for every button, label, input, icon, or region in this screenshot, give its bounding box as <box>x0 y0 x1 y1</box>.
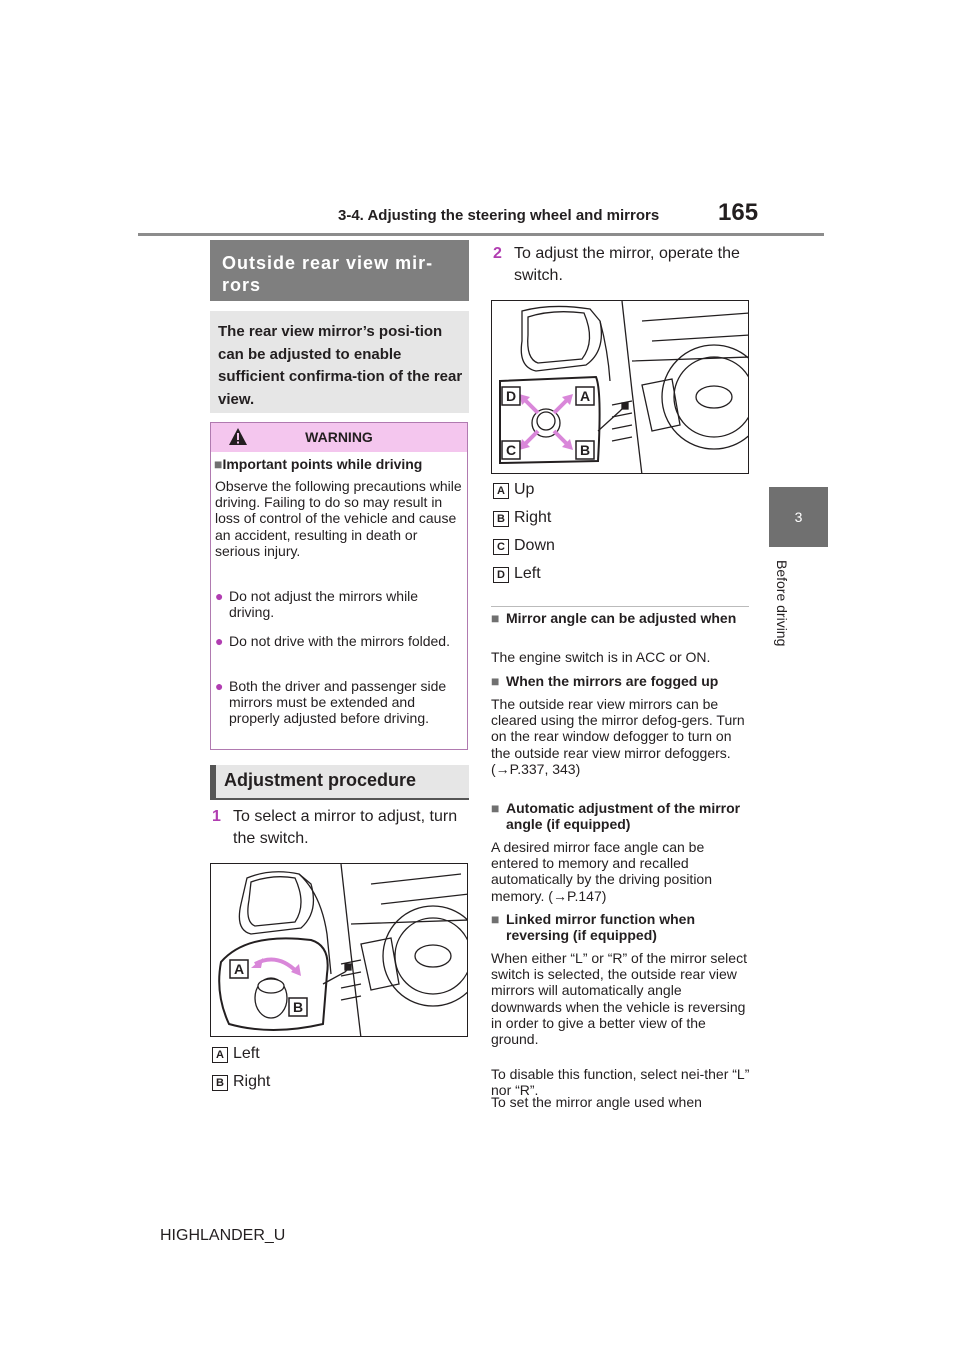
notes-divider <box>491 606 749 607</box>
key-b: B <box>493 511 509 527</box>
section-heading <box>210 240 469 301</box>
figure-label-c: C <box>505 442 517 458</box>
key-text: Left <box>233 1045 260 1062</box>
warning-bullet-text: Do not drive with the mirrors folded. <box>229 633 450 649</box>
procedure-rule <box>210 798 469 800</box>
key-b: B <box>212 1075 228 1091</box>
key-text: Right <box>233 1073 271 1090</box>
figure-label-a: A <box>233 961 245 977</box>
step-text: To select a mirror to adjust, turn the switch. <box>233 808 458 847</box>
key-text: Down <box>514 537 555 554</box>
model-footer: HIGHLANDER_U <box>160 1227 286 1244</box>
warning-bullet <box>215 678 463 744</box>
square-bullet-icon: ■ <box>491 673 500 689</box>
figure-label-b: B <box>579 442 591 458</box>
step-2 <box>493 243 753 289</box>
procedure-heading-text: Adjustment procedure <box>224 770 417 790</box>
step-text: To adjust the mirror, operate the switch. <box>514 245 740 284</box>
chapter-label <box>758 560 798 680</box>
key-text: Up <box>514 481 535 498</box>
mirror-select-illustration <box>211 864 468 1037</box>
warning-label: WARNING <box>305 429 373 445</box>
note-heading: ■ Automatic adjustment of the mirror angle (if equipped) <box>491 800 741 832</box>
warning-subheading <box>214 456 422 472</box>
warning-bullet-text: Both the driver and passenger side mirrors must be extended and properly adjusted before driving. <box>229 678 447 727</box>
step-1 <box>212 806 472 852</box>
note-heading: ■ Mirror angle can be adjusted when <box>491 610 737 626</box>
key-d: D <box>493 567 509 583</box>
figure-label-d: D <box>505 388 517 404</box>
section-heading-text: Outside rear view mir-rors <box>222 253 434 295</box>
figure-label-b: B <box>292 999 304 1015</box>
note-body: A desired mirror face angle can be entered to memory and recalled automatically by the driving position memory. (→P.147) <box>491 839 713 904</box>
square-bullet-icon: ■ <box>214 456 223 472</box>
square-bullet-icon: ■ <box>491 610 500 626</box>
key-a: A <box>212 1047 228 1063</box>
square-bullet-icon: ■ <box>491 800 500 816</box>
intro-box <box>210 311 469 413</box>
mirror-adjust-illustration <box>492 301 749 474</box>
warning-bullet <box>215 588 463 622</box>
chapter-label-text: Before driving <box>774 560 790 647</box>
figure-label-a: A <box>579 388 591 404</box>
key-text: Right <box>514 509 552 526</box>
note-heading: ■ Linked mirror function when reversing (if equipped) <box>491 911 696 943</box>
key-a: A <box>493 483 509 499</box>
section-title: 3-4. Adjusting the steering wheel and mirrors <box>338 207 660 224</box>
note-body: When either “L” or “R” of the mirror select switch is selected, the outside rear view mirrors will automatically angle downwards when the vehicle is reversing in order to give a better view of the ground. <box>491 950 747 1048</box>
warning-body: Observe the following precautions while driving. Failing to do so may result in loss of control of the vehicle and cause an accident, resulting in death or serious injury. <box>215 478 462 559</box>
note-heading: ■ When the mirrors are fogged up <box>491 673 719 689</box>
step-number: 1 <box>212 808 221 825</box>
set-angle-paragraph: To set the mirror angle used when <box>491 1094 702 1110</box>
key-text: Left <box>514 565 541 582</box>
note-body: The engine switch is in ACC or ON. <box>491 649 711 665</box>
disable-paragraph: To disable this function, select nei-ther “L” nor “R”. <box>491 1066 750 1099</box>
note-body: The outside rear view mirrors can be cleared using the mirror defog-gers. Turn on the rear window defogger to turn on the outside rear view mirror defoggers. (→P.337, 343) <box>491 696 745 777</box>
bullet-dot-icon: ● <box>215 588 224 604</box>
page-number: 165 <box>718 199 759 226</box>
warning-bullet <box>215 633 463 667</box>
step-number: 2 <box>493 245 502 262</box>
procedure-heading <box>210 765 469 798</box>
mirror-adjust-figure <box>491 300 749 474</box>
bullet-dot-icon: ● <box>215 678 224 694</box>
chapter-tab[interactable]: 3 <box>769 487 828 547</box>
warning-subheading-text: Important points while driving <box>222 456 423 472</box>
warning-bullet-text: Do not adjust the mirrors while driving. <box>229 588 419 621</box>
key-c: C <box>493 539 509 555</box>
intro-text: The rear view mirror’s posi-tion can be adjusted to enable sufficient confirma-tion of the rear view. <box>218 323 463 408</box>
bullet-dot-icon: ● <box>215 633 224 649</box>
square-bullet-icon: ■ <box>491 911 500 927</box>
warning-header <box>211 423 467 452</box>
mirror-select-figure <box>210 863 468 1037</box>
header-rule <box>138 233 824 236</box>
